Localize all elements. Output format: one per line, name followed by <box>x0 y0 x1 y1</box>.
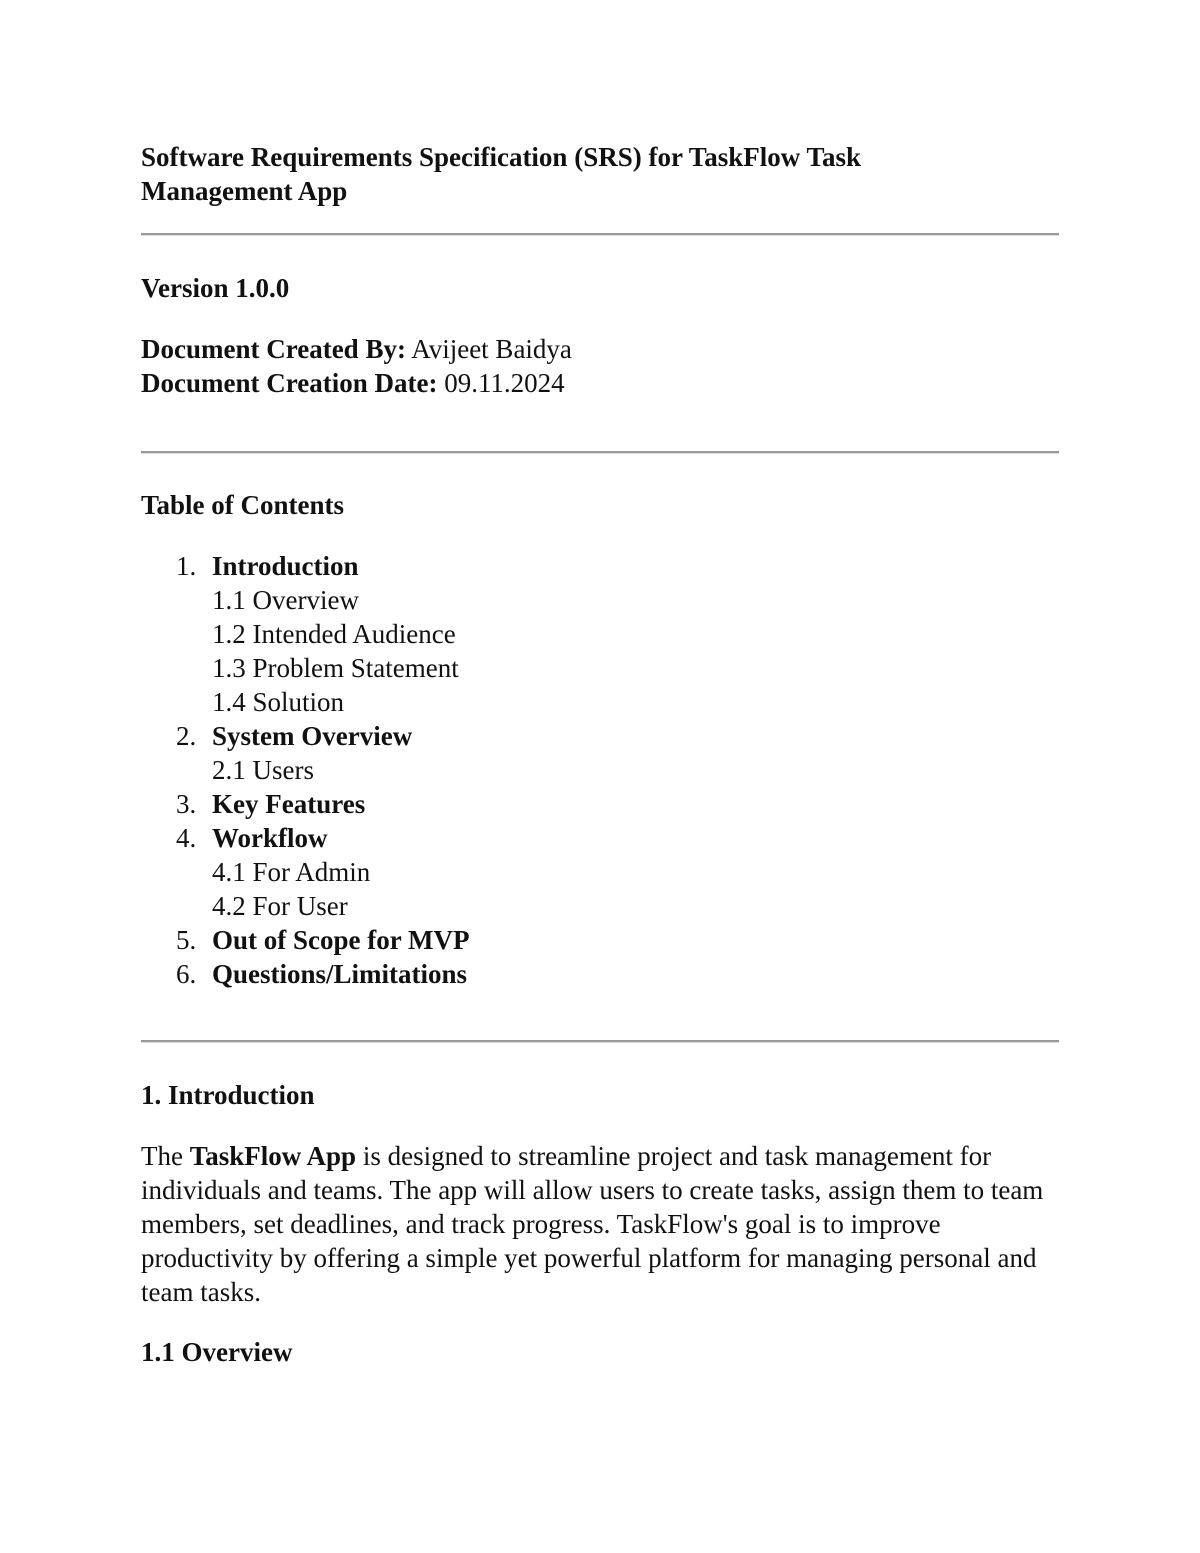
horizontal-rule <box>141 233 1059 236</box>
toc-item[interactable] <box>141 923 469 957</box>
toc-title: Table of Contents <box>141 490 345 520</box>
toc-item-number: 1. <box>176 551 197 581</box>
creation-date-value: 09.11.2024 <box>437 368 565 398</box>
toc-item[interactable] <box>141 957 469 991</box>
document-title: Software Requirements Specification (SRS) for TaskFlow Task Management App <box>141 142 862 206</box>
toc-item-number: 3. <box>176 789 197 819</box>
toc-item[interactable] <box>141 787 469 821</box>
introduction-heading: 1. Introduction <box>141 1080 315 1110</box>
overview-heading: 1.1 Overview <box>141 1337 293 1367</box>
toc-item-label[interactable]: Questions/Limitations <box>212 959 468 989</box>
toc-item-number: 6. <box>176 959 197 989</box>
created-by-line <box>141 332 572 366</box>
toc-item[interactable] <box>141 719 469 787</box>
intro-text-rest: is designed to streamline project and task management for individuals and teams. The app will allow users to create tasks, assign them to team members, set deadlines, and track progress. TaskFlow's goal is to improve productivity by offering a simple yet powerful platform for managing personal and team tasks. <box>141 1141 1044 1307</box>
toc-subitem[interactable]: 1.4 Solution <box>212 687 345 717</box>
toc-item-label[interactable]: Key Features <box>212 789 366 819</box>
document-meta <box>141 332 572 400</box>
document-version: Version 1.0.0 <box>141 273 290 303</box>
table-of-contents <box>141 549 469 991</box>
horizontal-rule <box>141 1040 1059 1043</box>
toc-item-number: 2. <box>176 721 197 751</box>
toc-item-label[interactable]: Workflow <box>212 823 328 853</box>
toc-subitem[interactable]: 1.1 Overview <box>212 585 359 615</box>
creation-date-label: Document Creation Date: <box>141 368 438 398</box>
created-by-label: Document Created By: <box>141 334 406 364</box>
toc-subitem[interactable]: 1.3 Problem Statement <box>212 653 459 683</box>
introduction-paragraph <box>141 1139 1059 1309</box>
toc-subitem[interactable]: 4.2 For User <box>212 891 348 921</box>
toc-item-number: 4. <box>176 823 197 853</box>
creation-date-line <box>141 366 572 400</box>
toc-subitem[interactable]: 1.2 Intended Audience <box>212 619 456 649</box>
toc-item-label[interactable]: System Overview <box>212 721 413 751</box>
intro-text-start: The <box>141 1141 190 1171</box>
toc-item[interactable] <box>141 821 469 923</box>
toc-subitem[interactable]: 2.1 Users <box>212 755 314 785</box>
toc-item-label[interactable]: Out of Scope for MVP <box>212 925 470 955</box>
toc-item-number: 5. <box>176 925 197 955</box>
toc-item-label[interactable]: Introduction <box>212 551 359 581</box>
toc-subitem[interactable]: 4.1 For Admin <box>212 857 371 887</box>
toc-item[interactable] <box>141 549 469 719</box>
created-by-value: Avijeet Baidya <box>405 334 572 364</box>
intro-app-name: TaskFlow App <box>189 1141 357 1171</box>
horizontal-rule <box>141 451 1059 454</box>
